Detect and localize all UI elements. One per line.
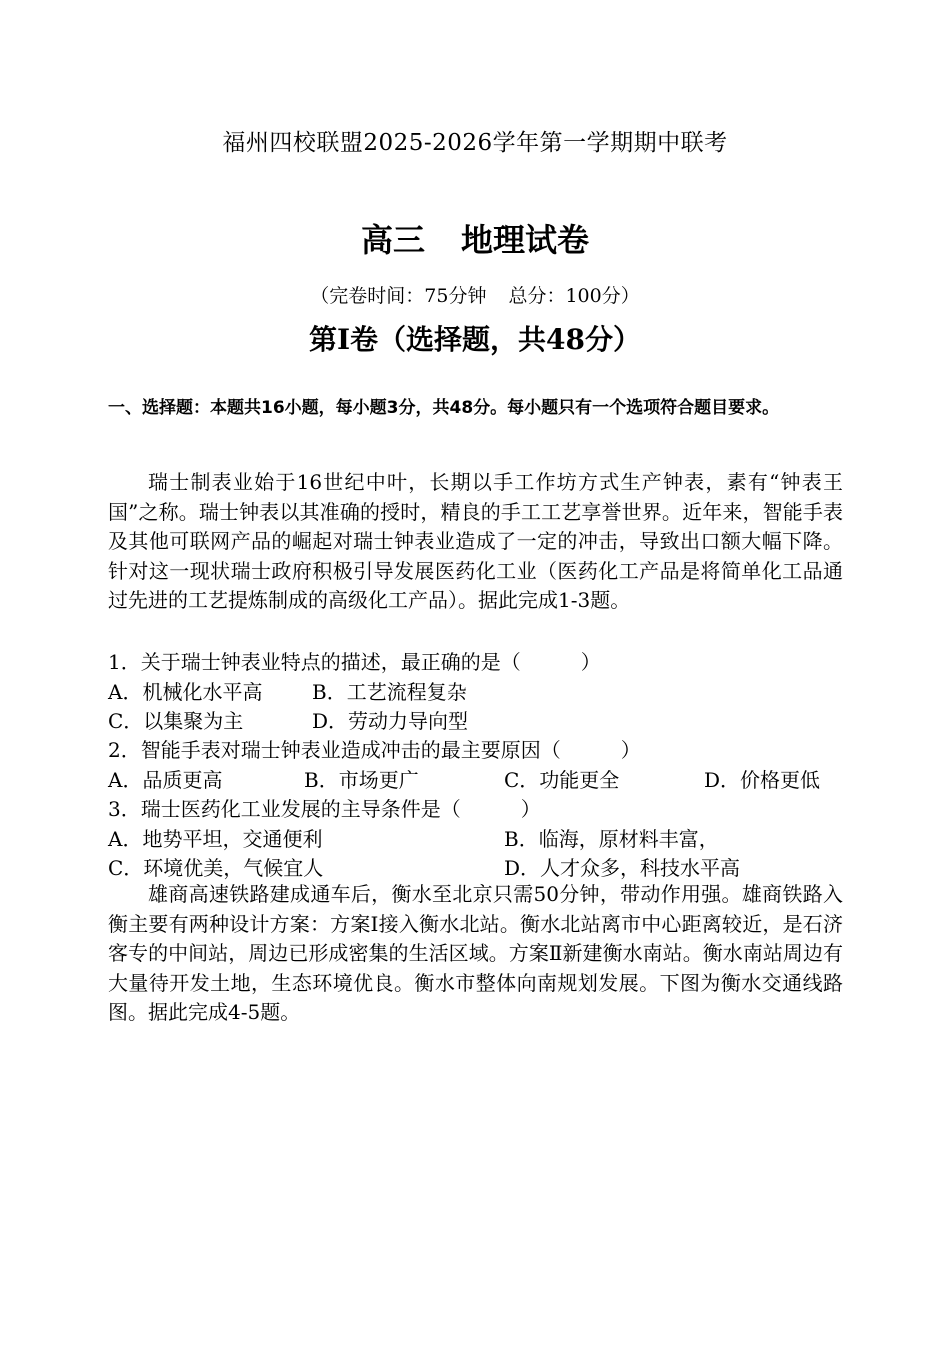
option-c[interactable]: C．功能更全 xyxy=(504,767,620,792)
option-a[interactable]: A．机械化水平高 xyxy=(108,679,263,704)
question-stem: 2．智能手表对瑞士钟表业造成冲击的最主要原因（ ） xyxy=(108,738,641,762)
option-b[interactable]: B．临海，原材料丰富， xyxy=(504,826,719,851)
option-d[interactable]: D．劳动力导向型 xyxy=(312,709,469,733)
question-stem: 1．关于瑞士钟表业特点的描述，最正确的是（ ） xyxy=(108,650,601,674)
option-a[interactable]: A．地势平坦，交通便利 xyxy=(108,826,323,851)
grade-label: 高三 xyxy=(360,221,425,259)
subject-label: 地理试卷 xyxy=(461,221,590,259)
question-stem: 3．瑞士医药化工业发展的主导条件是（ ） xyxy=(108,797,541,821)
option-d[interactable]: D．价格更低 xyxy=(704,767,821,792)
option-c[interactable]: C．环境优美，气候宜人 xyxy=(108,856,324,880)
exam-title xyxy=(0,215,950,261)
score-label: 总分：100分） xyxy=(508,285,640,307)
section-title: 第Ⅰ卷（选择题，共48分） xyxy=(308,323,642,356)
option-b[interactable]: B．工艺流程复杂 xyxy=(312,679,467,704)
question-3 xyxy=(108,795,848,884)
exam-header: 福州四校联盟2025-2026学年第一学期期中联考 xyxy=(222,130,728,156)
question-1 xyxy=(108,648,848,737)
passage-paragraph: 瑞士制表业始于16世纪中叶，长期以手工作坊方式生产钟表，素有“钟表王国”之称。瑞士钟表以其准确的授时，精良的手工工艺享誉世界。近年来，智能手表及其他可联网产品的崛起对瑞士钟表业造成了一定的冲击，导致出口额大幅下降。针对这一现状瑞士政府积极引导发展医药化工业（医药化工产品是将简单化工品通过先进的工艺提炼制成的高级化工产品）。据此完成1-3题。 xyxy=(108,470,843,612)
exam-meta xyxy=(0,281,950,308)
option-a[interactable]: A．品质更高 xyxy=(108,767,223,792)
reading-passage-1 xyxy=(108,468,843,616)
time-label: （完卷时间：75分钟 xyxy=(310,285,487,307)
passage-paragraph: 雄商高速铁路建成通车后，衡水至北京只需50分钟，带动作用强。雄商铁路入衡主要有两种设计方案：方案Ⅰ接入衡水北站。衡水北站离市中心距离较近，是石济客专的中间站，周边已形成密集的生活区域。方案Ⅱ新建衡水南站。衡水南站周边有大量待开发土地，生态环境优良。衡水市整体向南规划发展。下图为衡水交通线路图。据此完成4-5题。 xyxy=(108,882,843,1024)
section-instructions: 一、选择题：本题共16小题，每小题3分，共48分。每小题只有一个选项符合题目要求。 xyxy=(108,398,780,418)
option-b[interactable]: B．市场更广 xyxy=(304,767,419,792)
question-2 xyxy=(108,736,848,795)
reading-passage-2 xyxy=(108,880,843,1028)
option-d[interactable]: D．人才众多，科技水平高 xyxy=(504,856,741,880)
option-c[interactable]: C．以集聚为主 xyxy=(108,709,244,733)
